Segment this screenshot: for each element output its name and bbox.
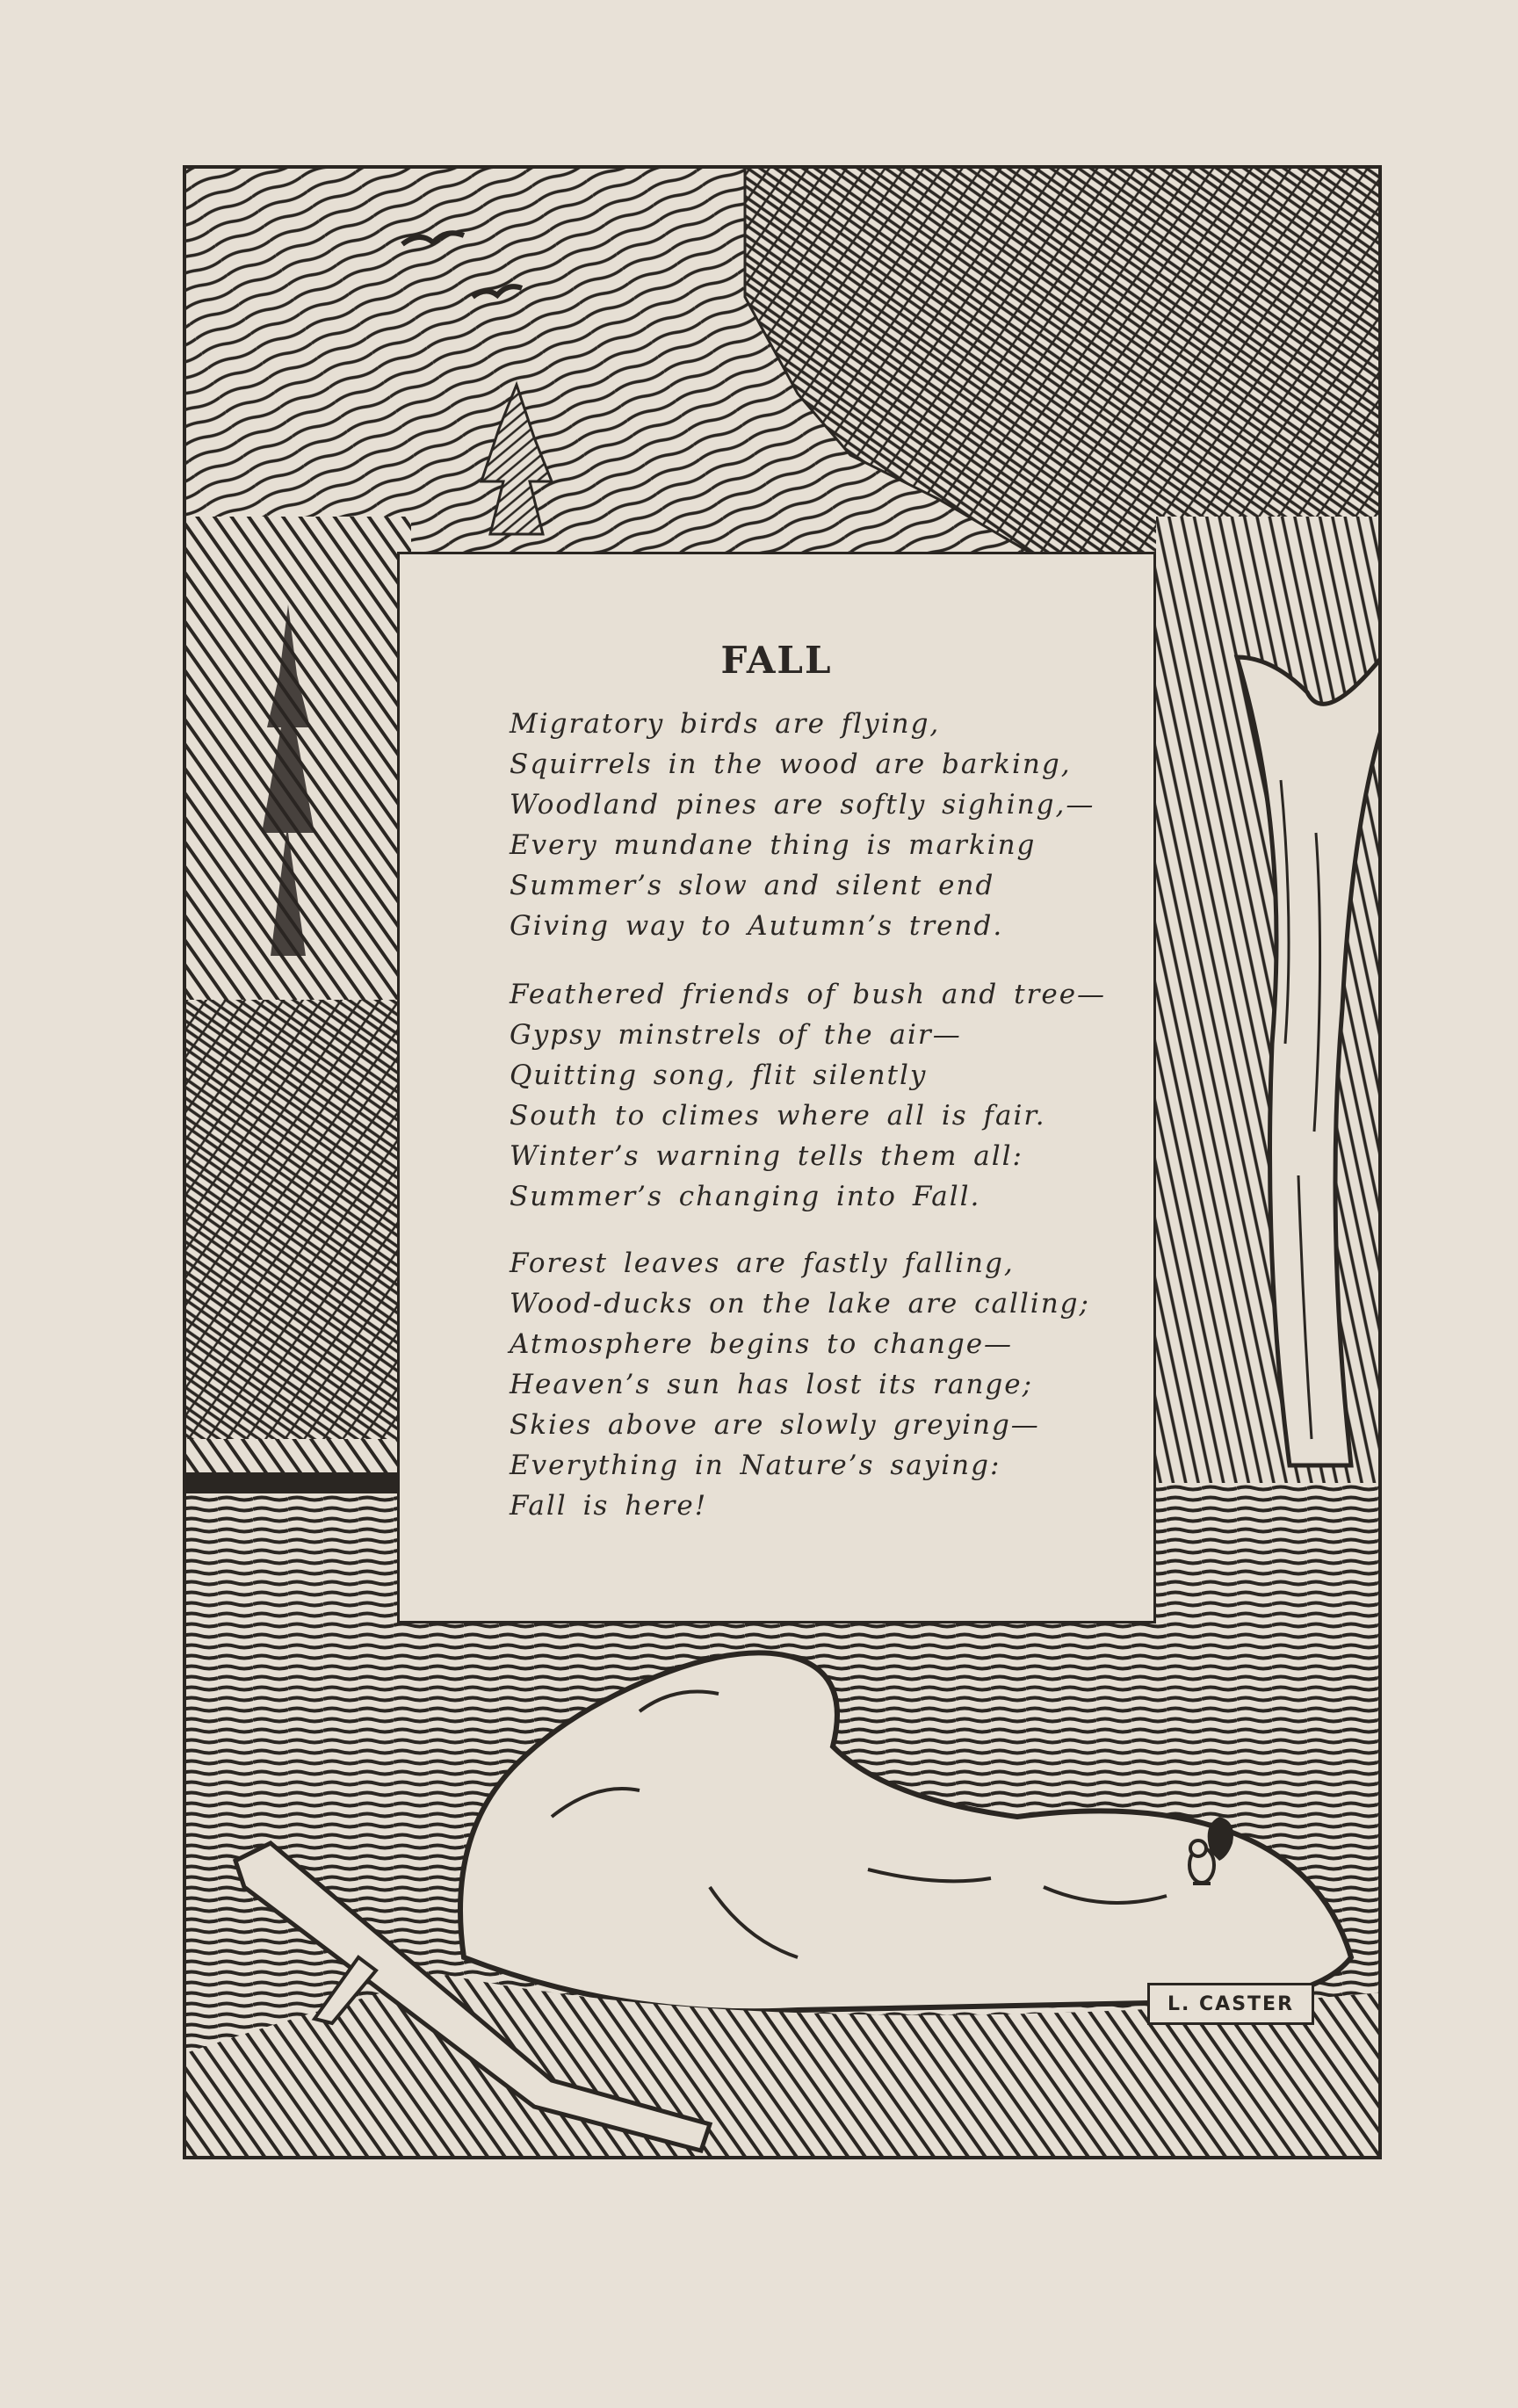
poem-line: Giving way to Autumn’s trend. (510, 910, 1004, 942)
poem-line: South to climes where all is fair. (510, 1100, 1046, 1132)
poem-line: Wood-ducks on the lake are calling; (510, 1288, 1090, 1320)
poem-title: FALL (720, 639, 833, 682)
poem-line: Summer’s changing into Fall. (510, 1181, 981, 1212)
stanza-3 (510, 1243, 1142, 1526)
poem-line: Atmosphere begins to change— (510, 1328, 1014, 1360)
poem-line: Every mundane thing is marking (510, 829, 1037, 861)
poem-line: Heaven’s sun has lost its range; (510, 1369, 1034, 1400)
poem-line: Quitting song, flit silently (510, 1059, 928, 1091)
poem-line: Forest leaves are fastly falling, (510, 1247, 1015, 1279)
poem-line: Feathered friends of bush and tree— (510, 979, 1107, 1010)
poem-line: Winter’s warning tells them all: (510, 1140, 1023, 1172)
poem-line: Squirrels in the wood are barking, (510, 748, 1072, 780)
far-shore (183, 1472, 411, 1493)
poem-line: Woodland pines are softly sighing,— (510, 789, 1095, 821)
poem-panel (397, 552, 1156, 1623)
poem-line: Migratory birds are flying, (510, 708, 941, 740)
poem-line: Everything in Nature’s saying: (510, 1450, 1001, 1481)
poem-line: Summer’s slow and silent end (510, 870, 995, 901)
artist-signature: L. CASTER (1147, 1983, 1314, 2025)
left-forest-shadow (183, 1000, 411, 1439)
stanza-2 (510, 974, 1142, 1217)
poem-line: Fall is here! (510, 1490, 708, 1522)
poem-line: Skies above are slowly greying— (510, 1409, 1040, 1441)
stanza-1 (510, 704, 1142, 946)
poem-line: Gypsy minstrels of the air— (510, 1019, 962, 1051)
